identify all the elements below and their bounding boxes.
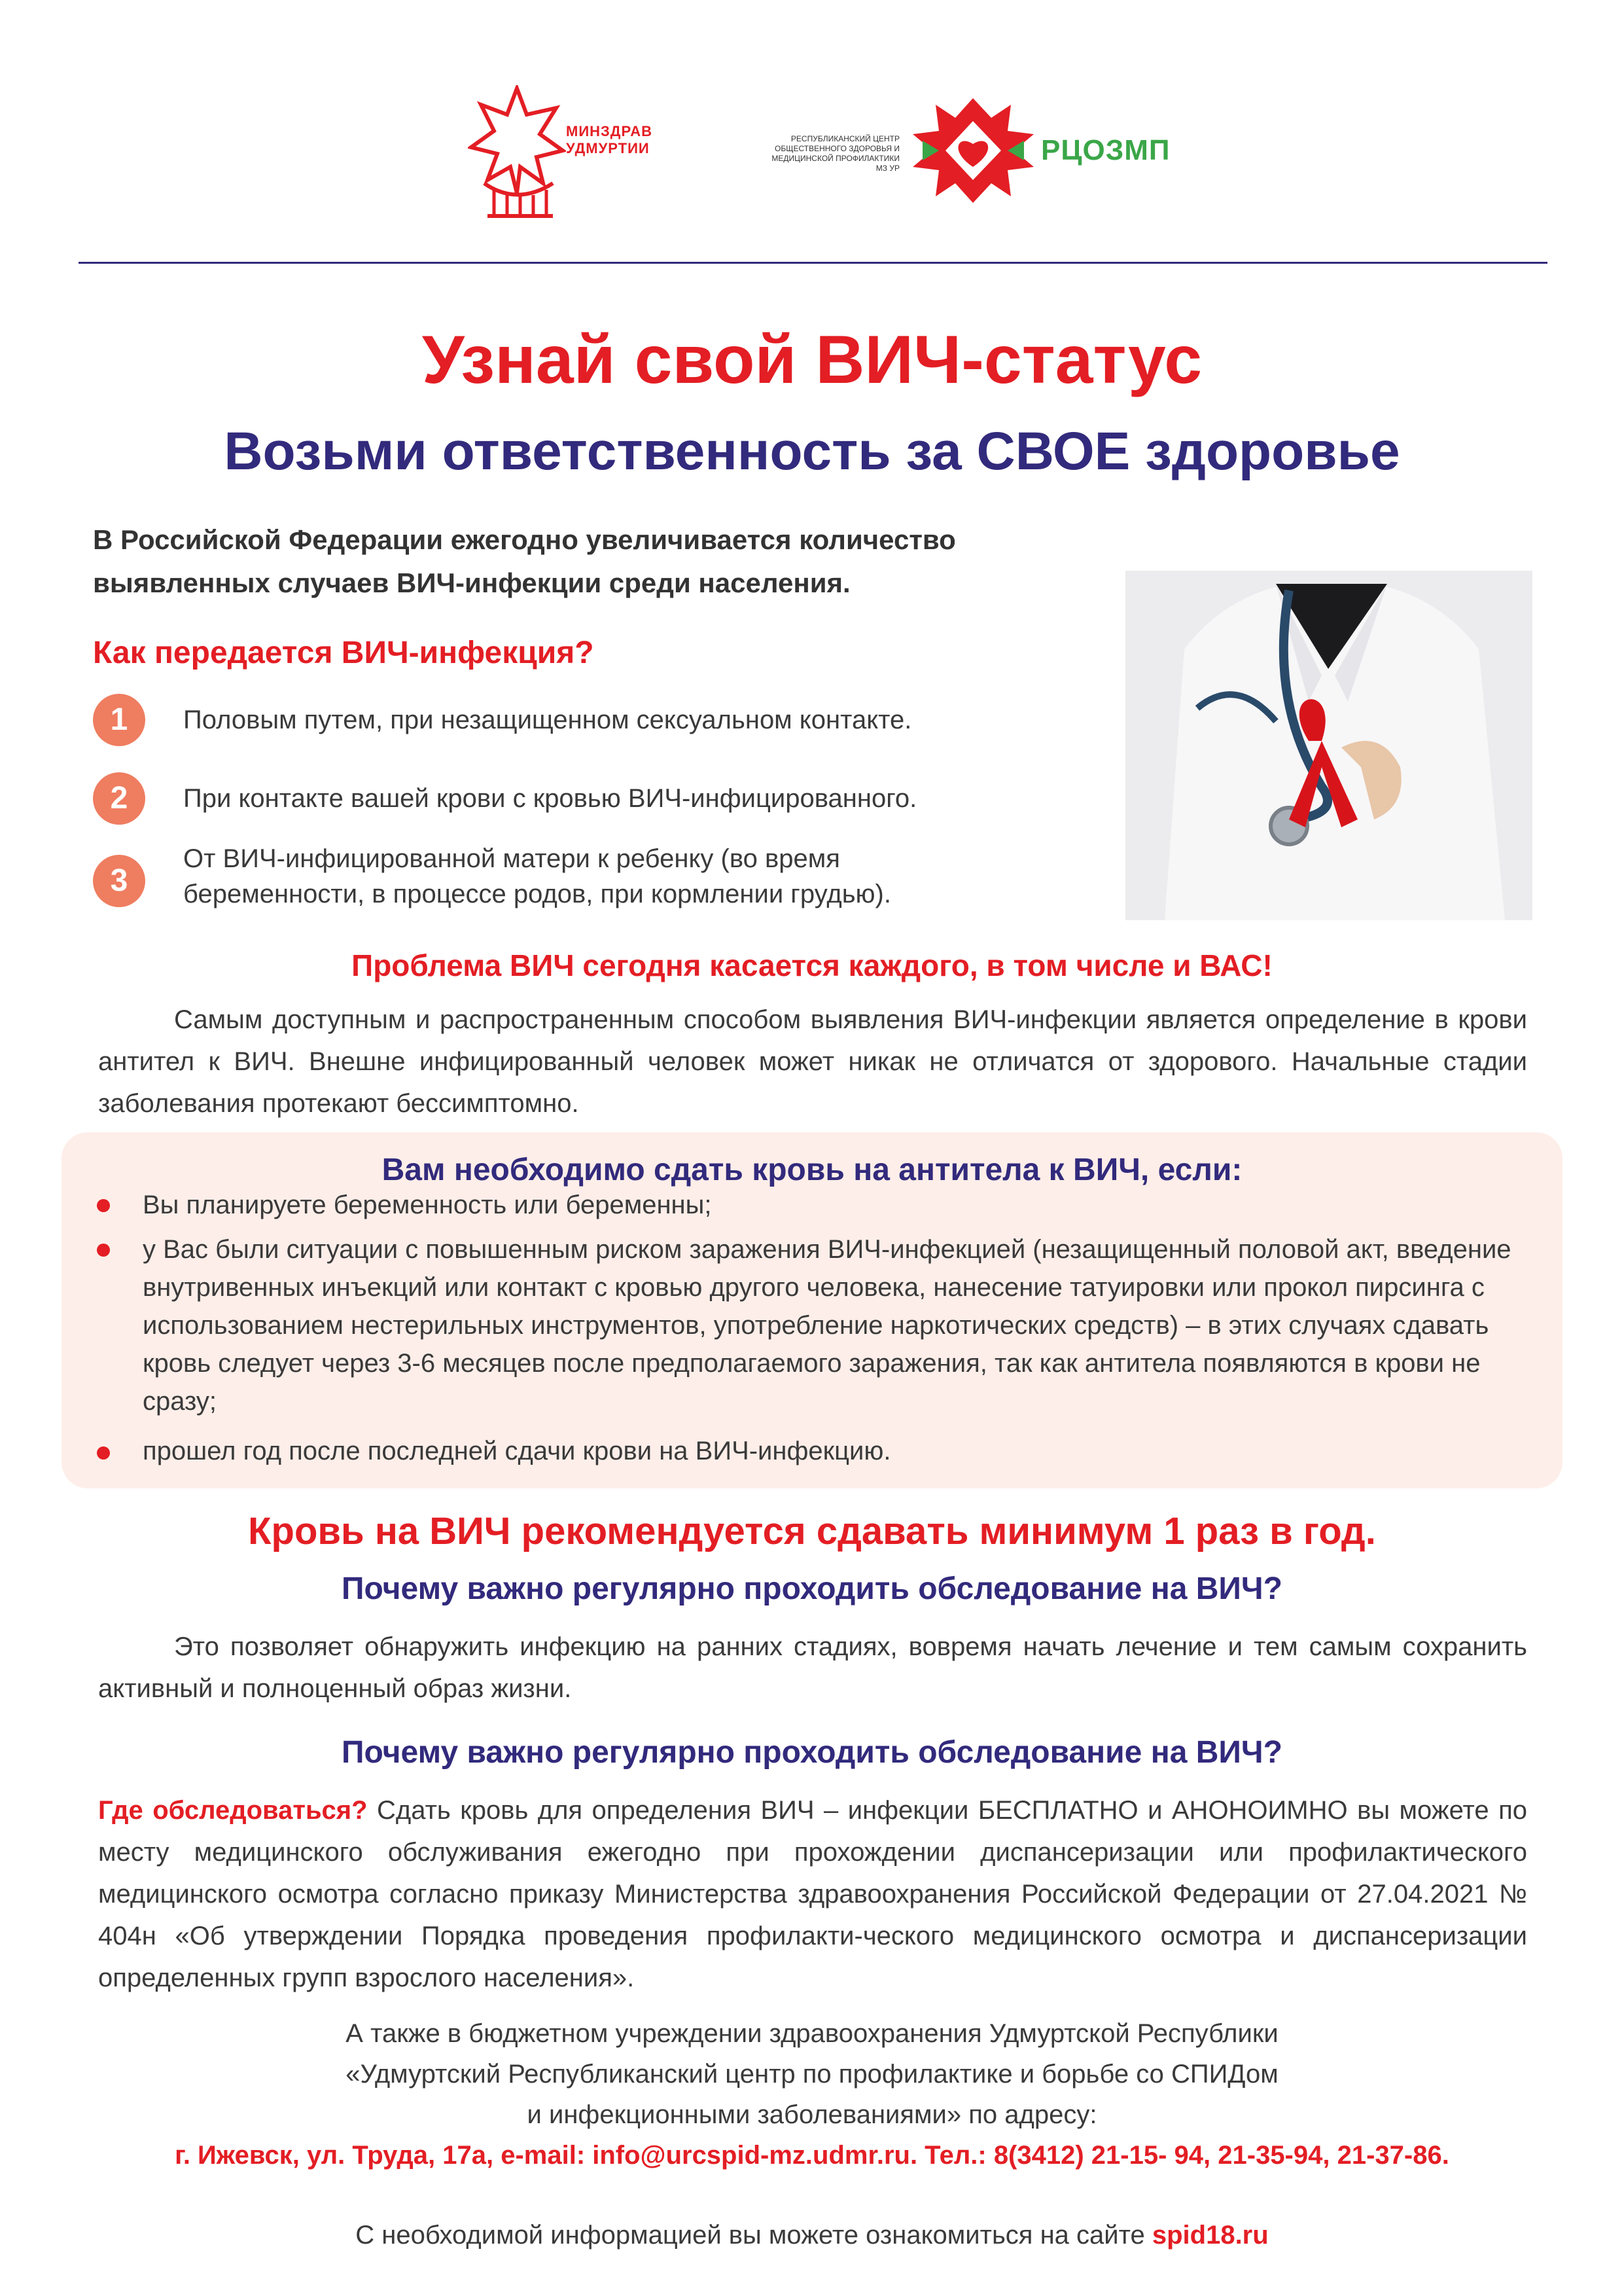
intro-text: В Российской Федерации ежегодно увеличивается количество выявленных случаев ВИЧ-инфекции среди населения.: [93, 524, 956, 598]
doctor-ribbon-photo: [1125, 571, 1532, 920]
why-heading-1: Почему важно регулярно проходить обследование на ВИЧ?: [342, 1571, 1282, 1606]
page-subtitle: Возьми ответственность за СВОЕ здоровье: [224, 422, 1400, 481]
problem-heading: Проблема ВИЧ сегодня касается каждого, в том числе и ВАС!: [351, 948, 1273, 982]
rczmp-abbr: РЦОЗМП: [1041, 134, 1171, 166]
testing-reason-3: прошел год после последней сдачи крови на ВИЧ-инфекцию.: [143, 1437, 891, 1465]
why-heading-2: Почему важно регулярно проходить обследование на ВИЧ?: [342, 1735, 1282, 1770]
where-to-test-lead: Где обследоваться?: [98, 1796, 368, 1825]
where-to-test-paragraph: Где обследоваться? Сдать кровь для определения ВИЧ – инфекции БЕСПЛАТНО и АНОНОИМНО вы можете по месту медицинского обслуживания ежегодно при прохождении диспансеризации или профилактического медицинского осмотра согласно приказу Министерства здравоохранения Российской Федерации от 27.04.2021 № 404н «Об утверждении Порядка проведения профилакти-ческого медицинского осмотра и диспансеризации определенных групп взрослого населения».: [98, 1796, 1527, 1992]
number-badge-2: 2: [93, 772, 145, 825]
transmission-heading: Как передается ВИЧ-инфекция?: [93, 636, 594, 670]
website-link[interactable]: spid18.ru: [1152, 2221, 1269, 2250]
contacts-address: г. Ижевск, ул. Труда, 17а, e-mail: info@urcspid-mz.udmr.ru. Тел.: 8(3412) 21-15- 94, 21-35-94, 21-37-86.: [175, 2141, 1449, 2170]
minzdrav-emblem-icon: [468, 85, 566, 223]
bullet-dot: [97, 1446, 110, 1460]
why-paragraph-1: Это позволяет обнаружить инфекцию на ранних стадиях, вовремя начать лечение и тем самым сохранить активный и полноценный образ жизни.: [98, 1632, 1527, 1703]
number-badge-1: 1: [93, 694, 145, 746]
header-divider: [79, 262, 1547, 264]
number-badge-3: 3: [93, 855, 145, 907]
contacts-text: А также в бюджетном учреждении здравоохранения Удмуртской Республики «Удмуртский Республиканский центр по профилактике и борьбе со СПИДом и инфекционными заболеваниями» по адресу:: [345, 2019, 1279, 2129]
footer-text: С необходимой информацией вы можете ознакомиться на сайте spid18.ru: [355, 2221, 1269, 2250]
problem-paragraph: Самым доступным и распространенным способом выявления ВИЧ-инфекции является определение в крови антител к ВИЧ. Внешне инфицированный человек может никак не отличатся от здорового. Начальные стадии заболевания протекают бессимптомно.: [98, 1005, 1527, 1118]
transmission-item-2: При контакте вашей крови с кровью ВИЧ-инфицированного.: [183, 784, 917, 813]
bullet-dot: [97, 1199, 110, 1212]
testing-reason-1: Вы планируете беременность или беременны;: [143, 1191, 712, 1219]
doctor-ribbon-illustration: [1125, 571, 1532, 920]
rczmp-logo: [769, 95, 1171, 206]
transmission-item-1: Половым путем, при незащищенном сексуальном контакте.: [183, 706, 912, 734]
testing-reason-2: у Вас были ситуации с повышенным риском заражения ВИЧ-инфекцией (незащищенный половой акт, введение внутривенных инъекций или контакт с кровью другого человека, нанесение татуировки или прокол пирсинга с использованием нестерильных инструментов, употребление наркотических средств) – в этих случаях сдавать кровь следует через 3-6 месяцев после предполагаемого заражения, так как антитела появляются в крови не сразу;: [143, 1235, 1511, 1416]
minzdrav-logo: [468, 85, 677, 223]
recommendation-heading: Кровь на ВИЧ рекомендуется сдавать минимум 1 раз в год.: [248, 1510, 1376, 1552]
minzdrav-logo-text: МИНЗДРАВ УДМУРТИИ: [566, 123, 652, 156]
heart-ornament-icon: [909, 95, 1037, 206]
rczmp-caption: РЕСПУБЛИКАНСКИЙ ЦЕНТР ОБЩЕСТВЕННОГО ЗДОРОВЬЯ И МЕДИЦИНСКОЙ ПРОФИЛАКТИКИ МЗ УР: [771, 134, 900, 173]
bullet-dot: [97, 1244, 110, 1257]
transmission-item-3: От ВИЧ-инфицированной матери к ребенку (во время беременности, в процессе родов, при кормлении грудью).: [183, 844, 891, 908]
testing-reasons-heading: Вам необходимо сдать кровь на антитела к ВИЧ, если:: [381, 1153, 1243, 1187]
page-title: Узнай свой ВИЧ-статус: [421, 322, 1203, 398]
